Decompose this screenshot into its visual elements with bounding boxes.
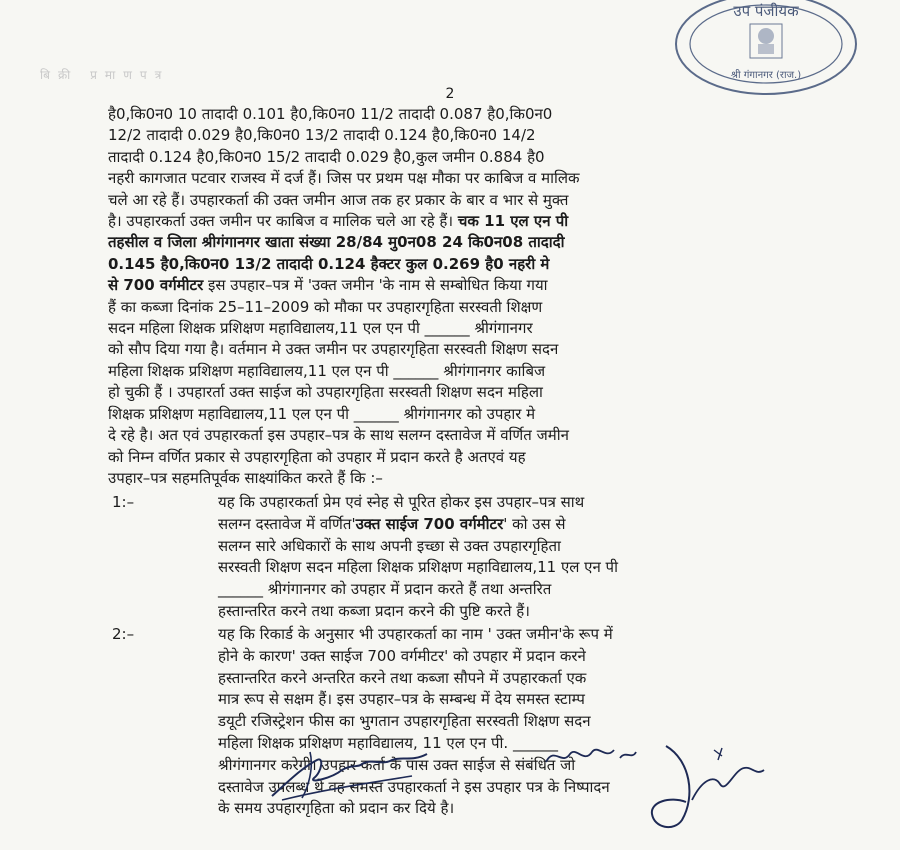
clause-line: मात्र रूप से सक्षम हैं। इस उपहार–पत्र के सम्बन्ध में देय समस्त स्टाम्प: [218, 690, 585, 709]
clause-line: हस्तान्तरित करने तथा कब्जा प्रदान करने की पुष्टि करते हैं।: [218, 601, 530, 620]
area-bold: से 700 वर्गमीटर: [108, 276, 204, 295]
handwritten-note: [540, 736, 640, 776]
clause-line: हस्तान्तरित करने अन्तरित करने तथा कब्जा सौपने में उपहारकर्ता एक: [218, 668, 587, 687]
clause-line: सरस्वती शिक्षण सदन महिला शिक्षक प्रशिक्षण महाविद्यालय,11 एल एन पी: [218, 558, 618, 577]
main-paragraph: [108, 104, 864, 489]
clause-1: [108, 492, 864, 623]
para-text: इस उपहार–पत्र में 'उक्त जमीन 'के नाम से सम्बोधित किया गया: [208, 276, 548, 295]
clause-line: सलग्न सारे अधिकारों के साथ अपनी इच्छा से उक्त उपहारगृहिता: [218, 536, 561, 555]
page-number: 2: [445, 86, 455, 102]
clause-line: [218, 514, 864, 536]
para-line: सदन महिला शिक्षक प्रशिक्षण महाविद्यालय,11 एल एन पी ______ श्रीगंगानगर: [108, 319, 533, 338]
para-line: शिक्षक प्रशिक्षण महाविद्यालय,11 एल एन पी ______ श्रीगंगानगर को उपहार मे: [108, 404, 536, 423]
donor-signature: [262, 738, 442, 808]
area-bold: उक्त साईज 700 वर्गमीटर: [355, 514, 504, 533]
para-line: हैं का कब्जा दिनांक 25–11–2009 को मौका पर उपहारगृहिता सरस्वती शिक्षण: [108, 297, 543, 316]
bleed-through-text: बिक्री प्रमाणपत्र: [40, 68, 170, 82]
svg-text:उप पंजीयक: उप पंजीयक: [733, 2, 799, 20]
clause-line: के समय उपहारगृहिता को प्रदान कर दिये है।: [218, 799, 455, 818]
clause-number: 1:–: [112, 493, 135, 511]
para-line: को सौप दिया गया है। वर्तमान मे उक्त जमीन पर उपहारगृहिता सरस्वती शिक्षण सदन: [108, 340, 559, 359]
clause-text: ' को उस से: [503, 514, 566, 533]
para-line: [108, 275, 864, 296]
para-line: दे रहे है। अत एवं उपहारकर्ता इस उपहार–पत्र के साथ सलग्न दस्तावेज में वर्णित जमीन: [108, 426, 569, 445]
para-line: को निम्न वर्णित प्रकार से उपहारगृहिता को उपहार में प्रदान करते है अतएवं यह: [108, 447, 526, 466]
clause-line: यह कि रिकार्ड के अनुसार भी उपहारकर्ता का नाम ' उक्त जमीन'के रूप में: [218, 625, 613, 643]
clause-line: दस्तावेज उपलब्ध थे वह समस्त उपहारकर्ता ने इस उपहार पत्र के निष्पादन: [218, 777, 610, 796]
clause-line: होने के कारण' उक्त साईज 700 वर्गमीटर' को उपहार में प्रदान करने: [218, 646, 586, 665]
witness-signature: [630, 740, 780, 835]
clause-line: यह कि उपहारकर्ता प्रेम एवं स्नेह से पूरित होकर इस उपहार–पत्र साथ: [218, 493, 585, 511]
para-line: नहरी कागजात पटवार राजस्व में दर्ज हैं। जिस पर प्रथम पक्ष मौका पर काबिज व मालिक: [108, 169, 580, 188]
para-line: महिला शिक्षक प्रशिक्षण महाविद्यालय,11 एल एन पी ______ श्रीगंगानगर काबिज: [108, 361, 546, 380]
clause-line: डयूटी रजिस्ट्रेशन फीस का भुगतान उपहारगृहिता सरस्वती शिक्षण सदन: [218, 712, 591, 731]
plot-reference-bold: चक 11 एल एन पी: [457, 212, 569, 231]
para-line: हो चुकी हैं । उपहारर्ता उक्त साईज को उपहारगृहिता सरस्वती शिक्षण सदन महिला: [108, 383, 543, 402]
clause-line: श्रीगंगानगर करेगी। उपहार कर्ता के पास उक्त साईज से संबंधित जो: [218, 755, 576, 774]
clause-number: 2:–: [112, 625, 135, 643]
clause-text: सलग्न दस्तावेज में वर्णित': [218, 514, 356, 533]
para-line: 12/2 तादादी 0.029 है0,कि0न0 13/2 तादादी 0.124 है0,कि0न0 14/2: [108, 126, 536, 145]
para-line: [108, 211, 864, 232]
svg-text:श्री गंगानगर (राज.): श्री गंगानगर (राज.): [730, 70, 802, 81]
para-line-bold: तहसील व जिला श्रीगंगानगर खाता संख्या 28/84 मु0न08 24 कि0न08 तादादी: [108, 233, 565, 252]
para-line: उपहार–पत्र सहमतिपूर्वक साक्ष्यांकित करते हैं कि :–: [108, 468, 383, 487]
clause-line: महिला शिक्षक प्रशिक्षण महाविद्यालय, 11 एल एन पी. ______: [218, 733, 558, 752]
para-text: है। उपहारकर्ता उक्त जमीन पर काबिज व मालिक चले आ रहे हैं।: [108, 212, 454, 231]
clause-line: ______ श्रीगंगानगर को उपहार में प्रदान करते हैं तथा अन्तरित: [218, 580, 552, 599]
para-line: है0,कि0न0 10 तादादी 0.101 है0,कि0न0 11/2 तादादी 0.087 है0,कि0न0: [108, 105, 553, 123]
para-line: चले आ रहे हैं। उपहारकर्ता की उक्त जमीन आज तक हर प्रकार के बार व भार से मुक्त: [108, 190, 569, 209]
para-line: तादादी 0.124 है0,कि0न0 15/2 तादादी 0.029 है0,कुल जमीन 0.884 है0: [108, 147, 545, 166]
para-line-bold: 0.145 है0,कि0न0 13/2 तादादी 0.124 हैक्टर कुल 0.269 है0 नहरी मे: [108, 254, 550, 273]
